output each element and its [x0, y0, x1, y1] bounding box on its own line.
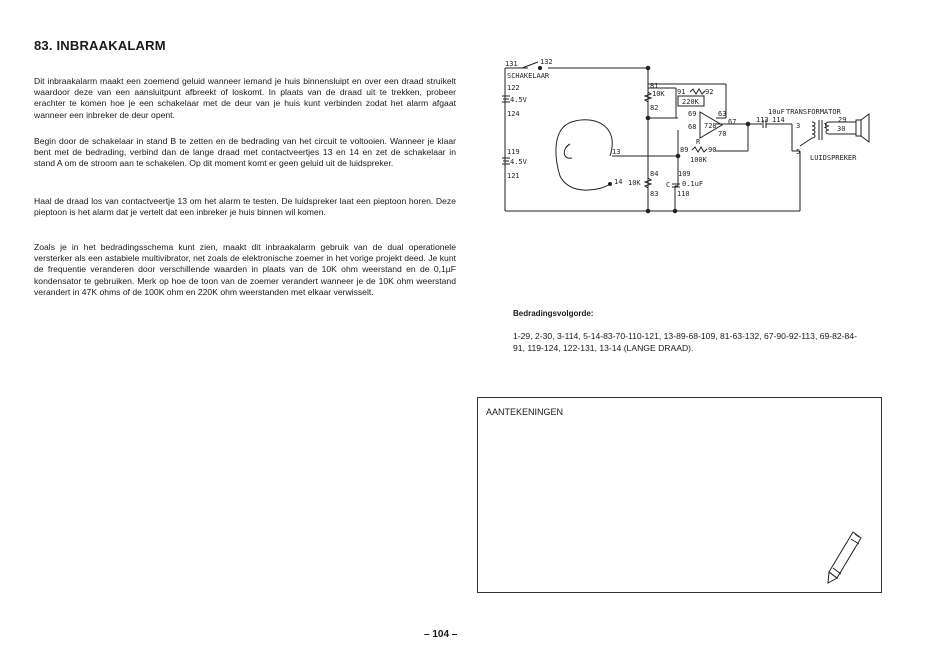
node-68: 68	[688, 123, 697, 131]
opamp-label: 728	[704, 122, 717, 130]
wiring-order-title: Bedradingsvolgorde:	[513, 309, 594, 318]
speaker-icon	[856, 120, 861, 136]
capacitor-2-value: 10uF	[768, 108, 785, 116]
node-82: 82	[650, 104, 659, 112]
node-3: 3	[796, 122, 801, 130]
node-90: 90	[708, 146, 717, 154]
node-109: 109	[678, 170, 691, 178]
node-92: 92	[705, 88, 714, 96]
resistor-5-value: 10K	[628, 179, 641, 187]
node-1: 1	[823, 122, 828, 130]
pencil-icon	[825, 528, 865, 586]
node-69: 69	[688, 110, 697, 118]
node-91: 91	[677, 88, 686, 96]
node-83: 83	[650, 190, 659, 198]
page-title: 83. INBRAAKALARM	[34, 38, 166, 53]
node-14: 14	[614, 178, 623, 186]
battery-2-voltage: 4.5V	[510, 158, 527, 166]
resistor-3-label: R	[696, 138, 701, 146]
wiring-order-sequence: 1-29, 2-30, 3-114, 5-14-83-70-110-121, 13-89-68-109, 81-63-132, 67-90-92-113, 69-82-84-91, 119-124, 122-131, 13-14 (LANGE DRAAD).	[513, 331, 857, 353]
page-number: – 104 –	[424, 629, 458, 640]
node-113: 113	[756, 116, 769, 124]
transformer-label: TRANSFORMATOR	[786, 108, 841, 116]
node-13: 13	[612, 148, 621, 156]
node-124: 124	[507, 110, 520, 118]
node-84: 84	[650, 170, 659, 178]
intro-paragraph: Dit inbraakalarm maakt een zoemend geluid wanneer iemand je huis binnensluipt en over een draad struikelt waardoor deze van een aansluitpunt afbreekt of loskomt. In plaats van de draad uit te trekken, probeer erachter te komen hoe je een schakelaar met de deur van je huis kunt verbinden zodat het alarm afgaat wanneer een inbreker de deur opent.	[34, 76, 456, 120]
node-114: 114	[772, 116, 785, 124]
node-63: 63	[718, 110, 727, 118]
node-132: 132	[540, 58, 553, 66]
node-119: 119	[507, 148, 520, 156]
node-81: 81	[650, 82, 659, 90]
node-110: 110	[677, 190, 690, 198]
node-122: 122	[507, 84, 520, 92]
resistor-1-value: 10K	[652, 90, 665, 98]
node-67: 67	[728, 118, 737, 126]
notes-label: AANTEKENINGEN	[486, 407, 564, 417]
switch-label: SCHAKELAAR	[507, 72, 550, 80]
node-29: 29	[838, 116, 847, 124]
capacitor-value: 0.1uF	[682, 180, 704, 188]
node-30: 30	[837, 125, 846, 133]
node-70: 70	[718, 130, 727, 138]
node-5: 5	[796, 148, 801, 156]
resistor-4-value: 100K	[690, 156, 707, 164]
capacitor-symbol: C	[666, 181, 671, 189]
instructions-paragraph: Begin door de schakelaar in stand B te zetten en de bedrading van het circuit te voltooien. Wanneer je klaar bent met de bedrading, verbind dan de lange draad met contactveertjes 13 en 14 en zet de schakelaar in stand A om de stroom aan te schakelen. Op dit moment komt er geen geluid uit de luidspreker.	[34, 136, 456, 169]
notes-box	[477, 397, 882, 593]
speaker-label: LUIDSPREKER	[810, 154, 857, 162]
test-paragraph: Haal de draad los van contactveertje 13 om het alarm te testen. De luidspreker laat een pieptoon horen. Deze pieptoon is het alarm dat je vertelt dat een inbreker je huis binnen wil komen.	[34, 196, 456, 218]
battery-1-voltage: 4.5V	[510, 96, 527, 104]
resistor-2-value: 220K	[682, 98, 699, 106]
explanation-paragraph: Zoals je in het bedradingsschema kunt zien, maakt dit inbraakalarm gebruik van de dual operationele versterker als een astabiele multivibrator, net zoals de elektronische zoemer in het vorige projekt deed. Je kunt de frequentie veranderen door verschillende waarden in plaats van de 10K ohm weerstand en de 0,1µF kondensator te gebruiken. Merk op hoe de toon van de zoemer verandert wanneer je de 10K ohm weerstand verandert in 47K ohms of de 100K ohm en 220K ohm weerstanden met elkaar verwisselt.	[34, 242, 456, 297]
node-89: 89	[680, 146, 689, 154]
node-121: 121	[507, 172, 520, 180]
circuit-diagram	[500, 56, 875, 218]
node-131: 131	[505, 60, 518, 68]
